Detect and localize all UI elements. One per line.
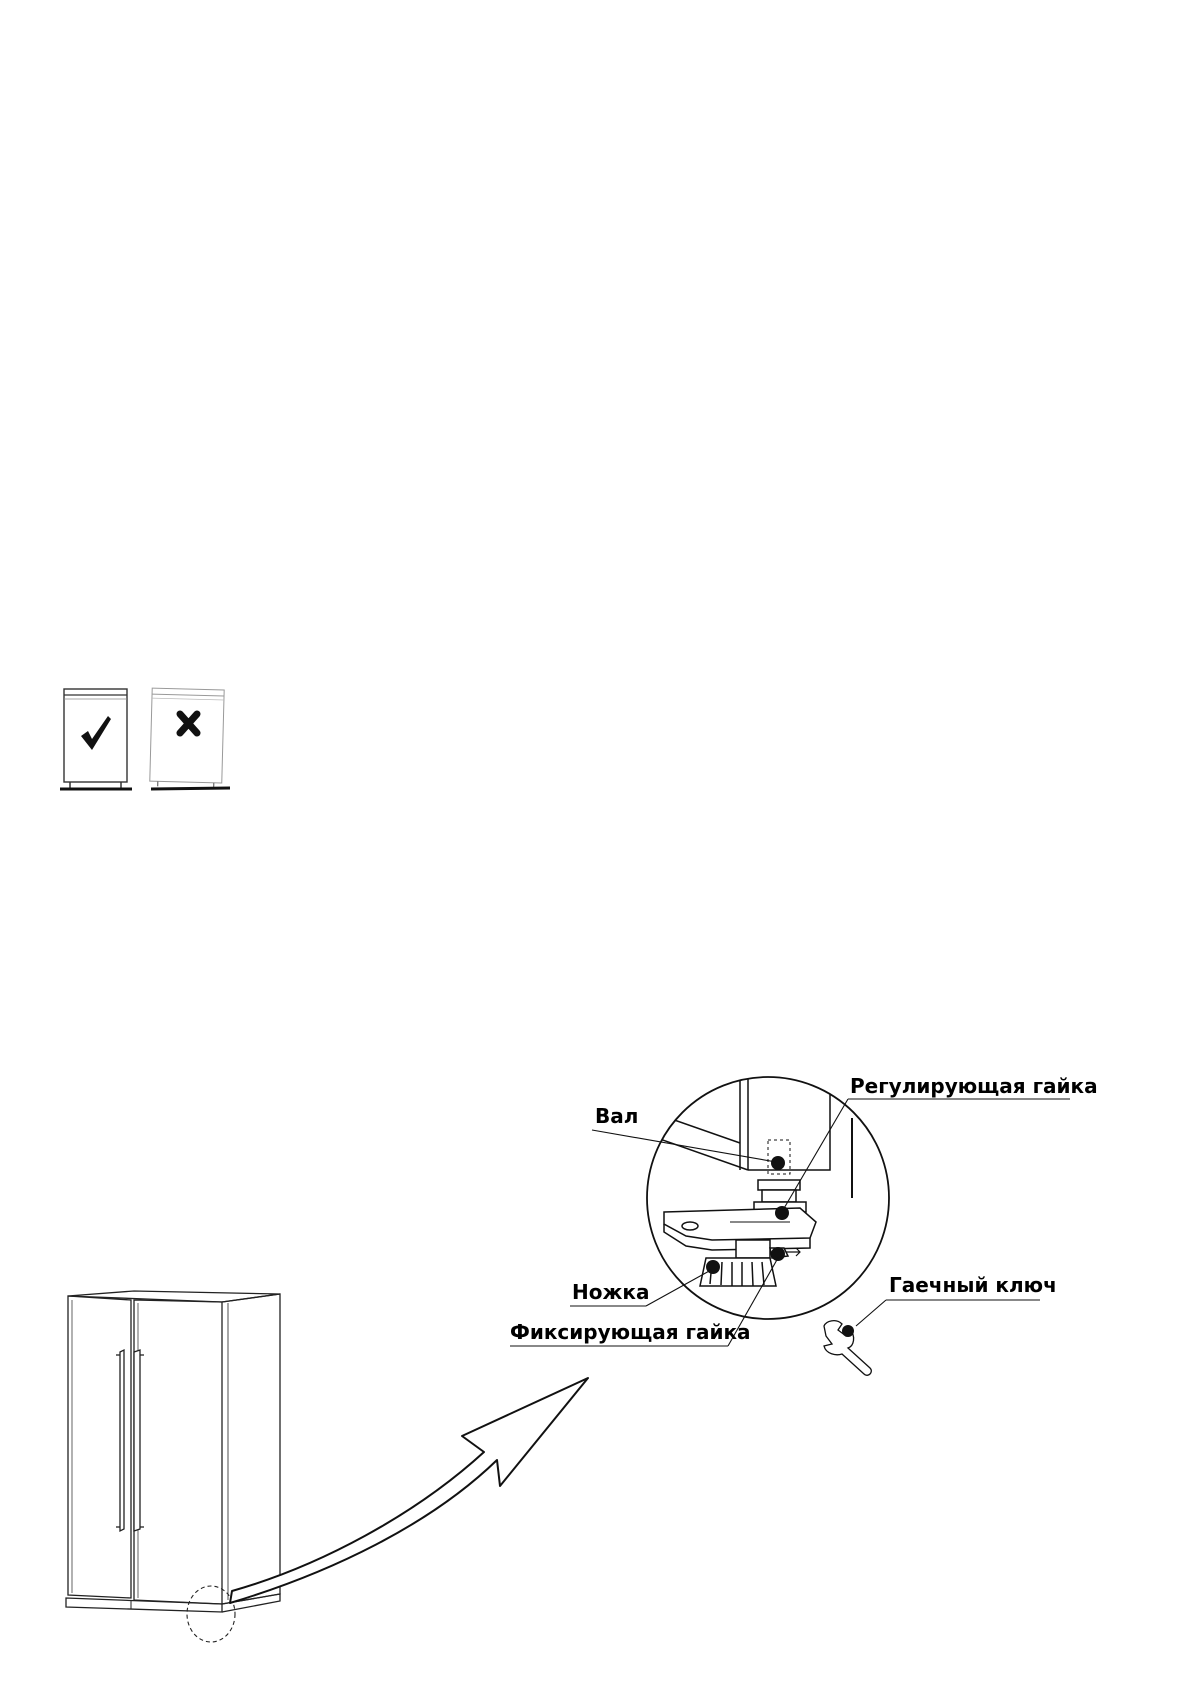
foot-detail-figure (510, 1074, 1098, 1375)
check-mark-icon (81, 716, 111, 750)
cross-mark-icon (180, 714, 197, 733)
label-foot: Ножка (572, 1280, 650, 1304)
level-correct-fridge (60, 689, 132, 789)
curved-arrow-icon (230, 1378, 588, 1603)
label-lock-nut: Фиксирующая гайка (510, 1320, 751, 1344)
level-incorrect-fridge (150, 688, 230, 789)
level-figure (60, 688, 230, 789)
label-adjusting-nut: Регулирующая гайка (850, 1074, 1098, 1098)
label-shaft: Вал (595, 1104, 639, 1128)
wrench-icon (824, 1321, 871, 1376)
label-wrench: Гаечный ключ (889, 1273, 1057, 1297)
